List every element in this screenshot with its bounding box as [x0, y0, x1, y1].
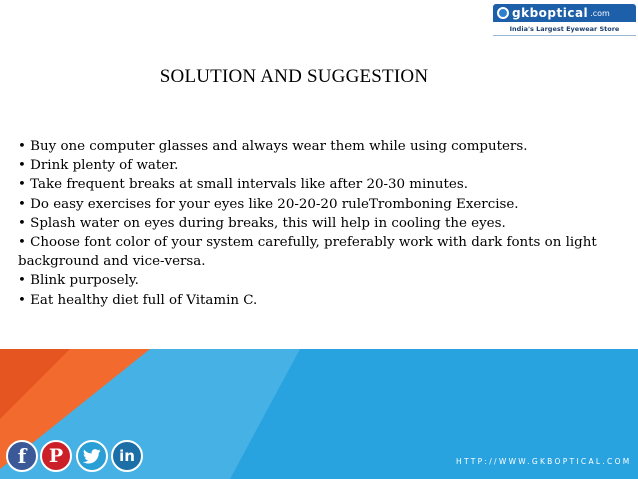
bullet-item: • Splash water on eyes during breaks, this will help in cooling the eyes. [18, 215, 506, 231]
bullet-item: • Eat healthy diet full of Vitamin C. [18, 292, 258, 308]
logo-globe-icon [497, 7, 509, 19]
pinterest-icon[interactable] [40, 440, 72, 472]
facebook-glyph: f [17, 444, 27, 468]
footer-url[interactable]: HTTP://WWW.GKBOPTICAL.COM [456, 457, 632, 466]
bullet-item: • Choose font color of your system carefully, preferably work with dark fonts on light background and vice-versa. [18, 235, 597, 270]
pinterest-glyph: P [48, 445, 64, 467]
bullet-item: • Buy one computer glasses and always wear them while using computers. [18, 139, 528, 154]
linkedin-icon[interactable] [111, 440, 143, 472]
bullet-item: • Drink plenty of water. [18, 158, 179, 174]
bullet-item: • Blink purposely. [18, 273, 139, 289]
brand-logo[interactable] [493, 4, 636, 36]
logo-name: gkboptical [512, 6, 589, 20]
logo-tagline: India's Largest Eyewear Store [493, 23, 636, 36]
twitter-icon[interactable] [76, 440, 108, 472]
slide-title: SOLUTION AND SUGGESTION [159, 66, 429, 87]
logo-banner [493, 4, 636, 22]
logo-domain: .com [590, 8, 610, 18]
facebook-icon[interactable] [6, 440, 38, 472]
bullet-list [18, 137, 628, 310]
linkedin-glyph: in [119, 447, 135, 465]
twitter-bird-icon [83, 449, 101, 464]
bullet-item: • Take frequent breaks at small intervals like after 20-30 minutes. [18, 177, 468, 193]
bullet-item: • Do easy exercises for your eyes like 20-20-20 ruleTromboning Exercise. [18, 196, 519, 212]
